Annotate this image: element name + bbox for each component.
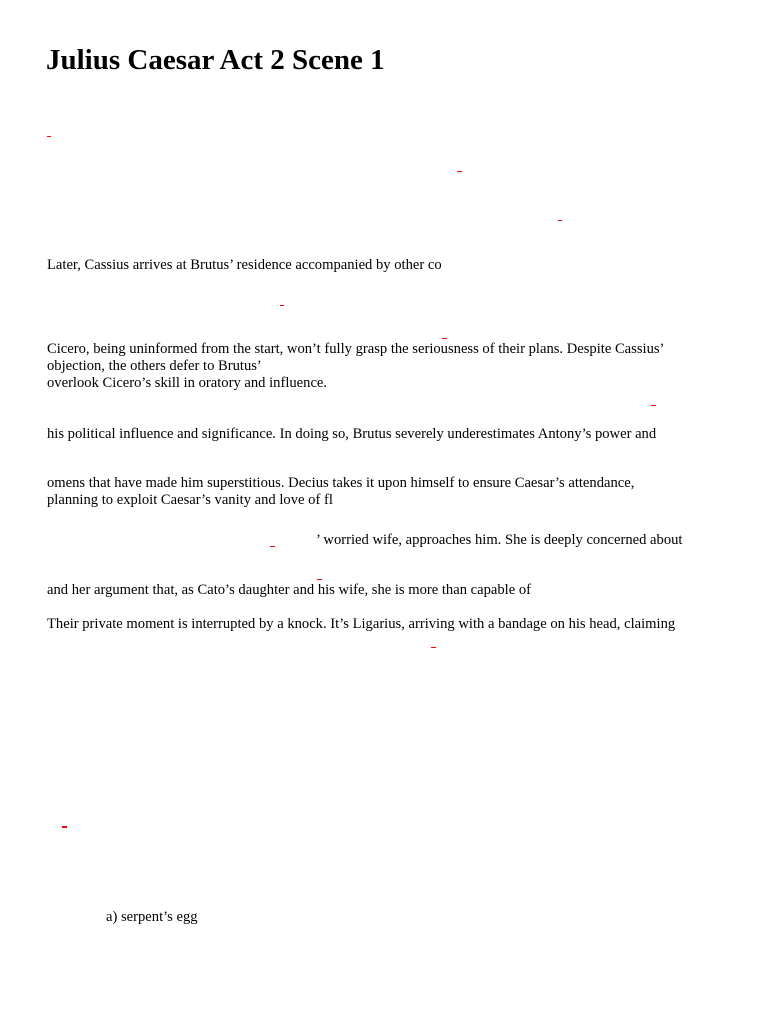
paragraph-line: Their private moment is interrupted by a knock. It’s Ligarius, arriving with a bandage on his head, claiming — [47, 616, 676, 632]
redaction-mark — [47, 136, 51, 137]
paragraph-line: objection, the others defer to Brutus’ — [47, 358, 262, 374]
paragraph-line: ’ worried wife, approaches him. She is deeply concerned about — [316, 532, 683, 548]
redaction-mark — [280, 305, 284, 306]
redaction-mark — [442, 338, 447, 339]
paragraph-line: overlook Cicero’s skill in oratory and influence. — [47, 375, 328, 391]
redaction-mark — [62, 826, 67, 828]
redaction-mark — [651, 405, 656, 406]
paragraph-line: his political influence and significance. In doing so, Brutus severely underestimates Antony’s power and — [47, 426, 657, 442]
paragraph-line: Cicero, being uninformed from the start, won’t fully grasp the seriousness of their plans. Despite Cassius’ — [47, 341, 665, 357]
paragraph-line: planning to exploit Caesar’s vanity and love of fl — [47, 492, 333, 508]
document-title: Julius Caesar Act 2 Scene 1 — [46, 44, 385, 76]
paragraph-line: Later, Cassius arrives at Brutus’ residence accompanied by other co — [47, 257, 442, 273]
list-item: a) serpent’s egg — [106, 909, 198, 925]
redaction-mark — [558, 220, 562, 221]
redaction-mark — [431, 647, 436, 648]
redaction-mark — [317, 579, 322, 580]
redaction-mark — [270, 546, 275, 547]
paragraph-line: and her argument that, as Cato’s daughter and his wife, she is more than capable of — [47, 582, 532, 598]
paragraph-line: omens that have made him superstitious. Decius takes it upon himself to ensure Caesar’s attendance, — [47, 475, 635, 491]
redaction-mark — [457, 171, 462, 172]
